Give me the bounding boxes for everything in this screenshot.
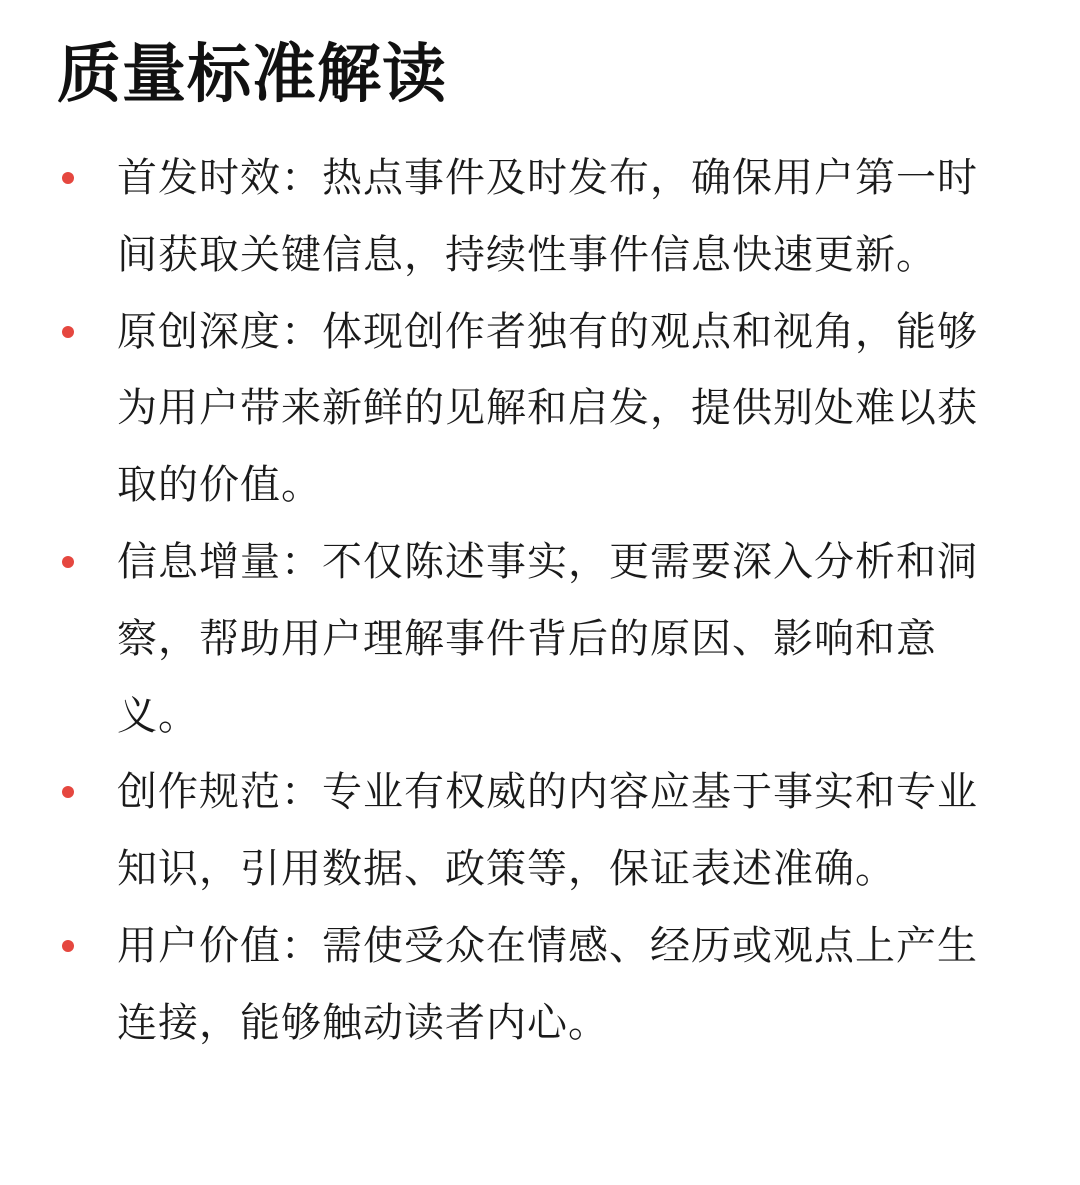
list-item: [0, 140, 1080, 294]
bullet-dot-icon: [62, 172, 74, 184]
list-item-text: 首发时效：热点事件及时发布，确保用户第一时间获取关键信息，持续性事件信息快速更新。: [117, 155, 978, 278]
list-item-text: 信息增量：不仅陈述事实，更需要深入分析和洞察，帮助用户理解事件背后的原因、影响和意义。: [117, 538, 978, 739]
list-item: [0, 524, 1080, 754]
list-item-text: 创作规范：专业有权威的内容应基于事实和专业知识，引用数据、政策等，保证表述准确。: [117, 769, 978, 893]
bullet-dot-icon: [62, 786, 74, 798]
list-item-text: 用户价值：需使受众在情感、经历或观点上产生连接，能够触动读者内心。: [117, 922, 978, 1046]
list-item: [0, 294, 1080, 524]
bullet-dot-icon: [62, 326, 74, 338]
page-title: 质量标准解读: [57, 38, 447, 112]
bullet-dot-icon: [62, 556, 74, 568]
bullet-dot-icon: [62, 940, 74, 952]
list-item: [0, 908, 1080, 1062]
list-item: [0, 754, 1080, 908]
list-item-text: 原创深度：体现创作者独有的观点和视角，能够为用户带来新鲜的见解和启发，提供别处难以获取的价值。: [117, 308, 978, 509]
criteria-list: [0, 140, 1080, 1062]
